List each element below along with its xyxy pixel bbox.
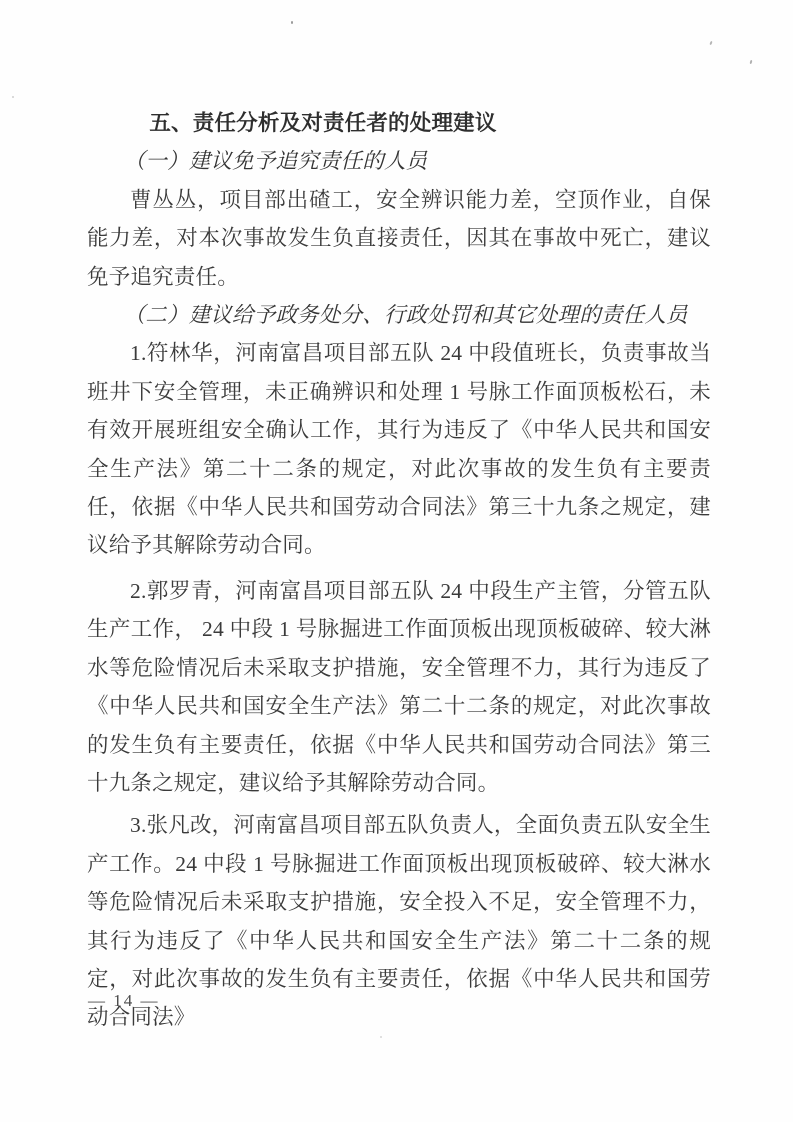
paragraph-responsible-person-2: 2.郭罗青，河南富昌项目部五队 24 中段生产主管，分管五队生产工作， 24 中段 1 号脉掘进工作面顶板出现顶板破碎、较大淋水等危险情况后未采取支护措施，安全管理不力，其行为违反了《中华人民共和国安全生产法》第二十二条的规定，对此次事故的发生负有主要责任，依据《中华人民共和国劳动合同法》第三十九条之规定，建议给予其解除劳动合同。 [87,578,711,795]
section-heading: 五、责任分析及对责任者的处理建议 [149,111,497,135]
document-body [87,104,711,1037]
paragraph-responsible-person-1: 1.符林华，河南富昌项目部五队 24 中段值班长，负责事故当班井下安全管理，未正确辨识和处理 1 号脉工作面顶板松石，未有效开展班组安全确认工作，其行为违反了《中华人民共和国安全生产法》第二十二条的规定，对此次事故的发生负有主要责任，依据《中华人民共和国劳动合同法》第三十九条之规定，建议给予其解除劳动合同。 [87,341,711,558]
scan-speck [291,21,293,24]
scan-speck [380,1036,382,1038]
subsection-heading-1: （一）建议免予追究责任的人员 [123,149,428,174]
page-number: — 14 — [88,991,160,1010]
subsection-heading-2: （二）建议给予政务处分、行政处罚和其它处理的责任人员 [123,303,688,328]
paragraph-responsible-person-3: 3.张凡改，河南富昌项目部五队负责人，全面负责五队安全生产工作。24 中段 1 号脉掘进工作面顶板出现顶板破碎、较大淋水等危险情况后未采取支护措施，安全投入不足，安全管理不力，其行为违反了《中华人民共和国安全生产法》第二十二条的规定，对此次事故的发生负有主要责任，依据《中华人民共和国劳动合同法》 [87,813,711,1030]
scan-speck [12,96,14,98]
paragraph-exempt-person: 曹丛丛，项目部出碴工，安全辨识能力差，空顶作业，自保能力差，对本次事故发生负直接责任，因其在事故中死亡，建议免予追究责任。 [87,187,711,289]
scan-speck [709,41,712,45]
scan-speck [750,60,753,64]
